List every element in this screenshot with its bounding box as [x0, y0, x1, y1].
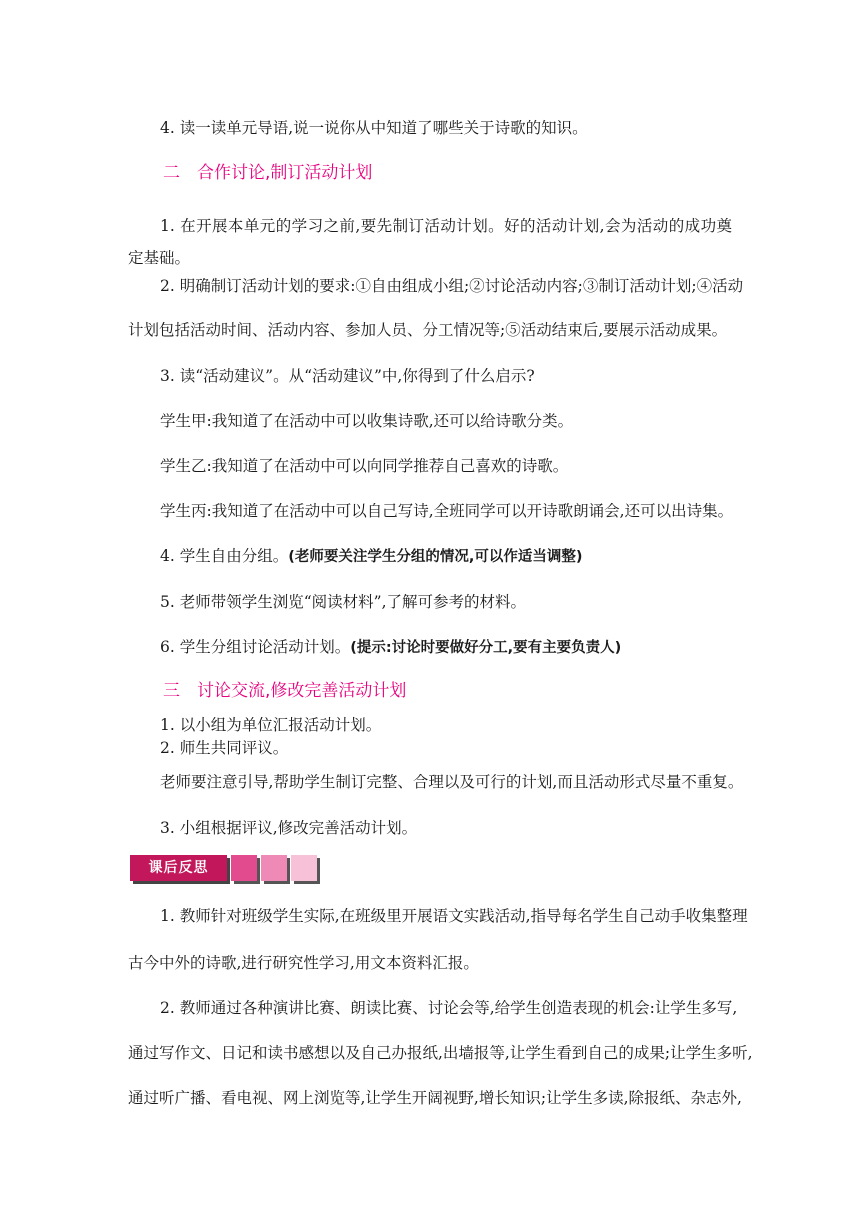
intro-item-4: 4. 读一读单元导语,说一说你从中知道了哪些关于诗歌的知识。: [160, 119, 588, 137]
section-2-title: 合作讨论,制订活动计划: [197, 163, 373, 183]
reflection-item-1-line-1: 1. 教师针对班级学生实际,在班级里开展语文实践活动,指导每名学生自己动手收集整理: [160, 907, 748, 925]
section-2-item-6-text: 6. 学生分组讨论活动计划。: [160, 638, 351, 656]
section-2-item-5: 5. 老师带领学生浏览“阅读材料”,了解可参考的材料。: [160, 593, 526, 611]
section-2-item-2-line-2: 计划包括活动时间、活动内容、参加人员、分工情况等;⑤活动结束后,要展示活动成果。: [128, 321, 728, 339]
section-2-item-4-note: (老师要关注学生分组的情况,可以作适当调整): [288, 549, 583, 565]
section-2-item-3: 3. 读“活动建议”。从“活动建议”中,你得到了什么启示?: [160, 367, 535, 385]
section-2-item-2-line-1: 2. 明确制订活动计划的要求:①自由组成小组;②讨论活动内容;③制订活动计划;④活动: [160, 277, 744, 295]
section-2-item-6: [160, 637, 621, 658]
section-2-item-6-note: (提示:讨论时要做好分工,要有主要负责人): [350, 640, 622, 656]
banner-block-dark: [231, 855, 257, 881]
section-2-heading: [163, 162, 372, 184]
section-3-item-3: 3. 小组根据评议,修改完善活动计划。: [160, 819, 418, 837]
section-2-item-4: [160, 546, 582, 567]
section-3-item-2-detail: 老师要注意引导,帮助学生制订完整、合理以及可行的计划,而且活动形式尽量不重复。: [160, 773, 744, 791]
section-3-heading: [163, 680, 406, 702]
section-3-item-2: 2. 师生共同评议。: [160, 739, 289, 757]
student-a-answer: 学生甲:我知道了在活动中可以收集诗歌,还可以给诗歌分类。: [160, 412, 574, 430]
reflection-item-2-line-1: 2. 教师通过各种演讲比赛、朗读比赛、讨论会等,给学生创造表现的机会:让学生多写,: [160, 999, 738, 1017]
student-b-answer: 学生乙:我知道了在活动中可以向同学推荐自己喜欢的诗歌。: [160, 457, 569, 475]
reflection-banner: [130, 855, 317, 885]
section-3-item-1: 1. 以小组为单位汇报活动计划。: [160, 716, 382, 734]
section-2-item-4-text: 4. 学生自由分组。: [160, 547, 289, 565]
banner-block-light: [291, 855, 317, 881]
student-c-answer: 学生丙:我知道了在活动中可以自己写诗,全班同学可以开诗歌朗诵会,还可以出诗集。: [160, 502, 734, 520]
section-2-number: 二: [163, 163, 180, 183]
section-3-number: 三: [163, 681, 180, 701]
section-2-item-1: 1. 在开展本单元的学习之前,要先制订活动计划。好的活动计划,会为活动的成功奠定基础。: [128, 217, 732, 267]
banner-block-medium: [261, 855, 287, 881]
section-3-title: 讨论交流,修改完善活动计划: [197, 681, 407, 701]
reflection-item-2-line-3: 通过听广播、看电视、网上浏览等,让学生开阔视野,增长知识;让学生多读,除报纸、杂志外,: [128, 1089, 742, 1107]
reflection-item-2-line-2: 通过写作文、日记和读书感想以及自己办报纸,出墙报等,让学生看到自己的成果;让学生多听,: [128, 1044, 753, 1062]
reflection-banner-label: 课后反思: [130, 855, 227, 881]
reflection-item-1-line-2: 古今中外的诗歌,进行研究性学习,用文本资料汇报。: [128, 954, 479, 972]
